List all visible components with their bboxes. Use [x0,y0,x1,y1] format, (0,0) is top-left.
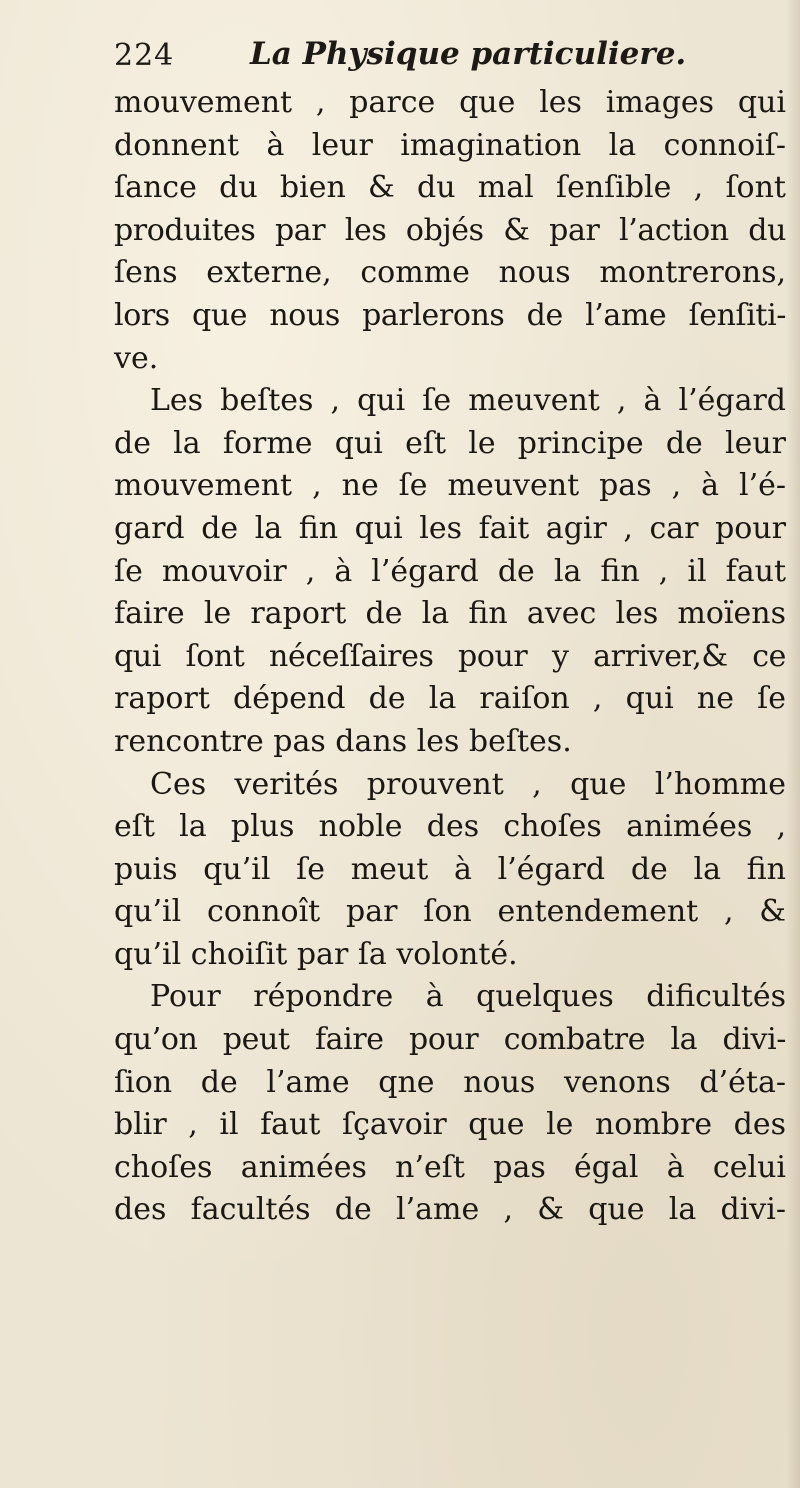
text-line: donnent à leur imagination la connoiſ- [114,127,786,163]
page-number: 224 [114,38,175,73]
text-line: ſe mouvoir , à l’égard de la fin , il faut [114,553,786,589]
paragraph-start-line: Pour répondre à quelques dificultés [150,979,786,1015]
running-title: La Physique particuliere. [250,36,687,72]
text-line: ſens externe, comme nous montrerons, [114,255,786,291]
text-line: puis qu’il ſe meut à l’égard de la fin [114,851,786,887]
text-line: mouvement , parce que les images qui [114,85,786,120]
text-line: gard de la fin qui les fait agir , car pour [114,510,786,546]
text-line: qui ſont néceſſaires pour y arriver,& ce [114,638,786,674]
text-line: eſt la plus noble des choſes animées , [114,809,786,845]
text-line: lors que nous parlerons de l’ame ſenſiti- [114,297,786,333]
text-line: rencontre pas dans les beſtes. [114,723,572,759]
text-line: produites par les objés & par l’action du [114,212,786,248]
text-line: qu’il choiſit par ſa volonté. [114,936,518,972]
text-line: des facultés de l’ame , & que la divi- [114,1192,786,1228]
text-line: choſes animées n’eſt pas égal à celui [114,1149,786,1185]
text-line: mouvement , ne ſe meuvent pas , à l’é- [114,468,786,504]
text-line: qu’on peut faire pour combatre la divi- [114,1022,786,1058]
text-line: faire le raport de la fin avec les moïens [114,596,786,632]
text-line: ſance du bien & du mal ſenſible , ſont [114,170,786,206]
page-header [114,30,734,80]
body-text [114,82,794,1232]
text-line: raport dépend de la raiſon , qui ne ſe [114,681,786,717]
paragraph-start-line: Les beſtes , qui ſe meuvent , à l’égard [150,383,786,419]
text-line: de la forme qui eſt le principe de leur [114,425,786,461]
text-line: blir , il faut ſçavoir que le nombre des [114,1107,786,1143]
text-line: ve. [114,340,159,376]
text-line: ſion de l’ame qne nous venons d’éta- [114,1064,786,1100]
paragraph-start-line: Ces verités prouvent , que l’homme [150,766,786,802]
text-line: qu’il connoît par ſon entendement , & [114,894,786,930]
